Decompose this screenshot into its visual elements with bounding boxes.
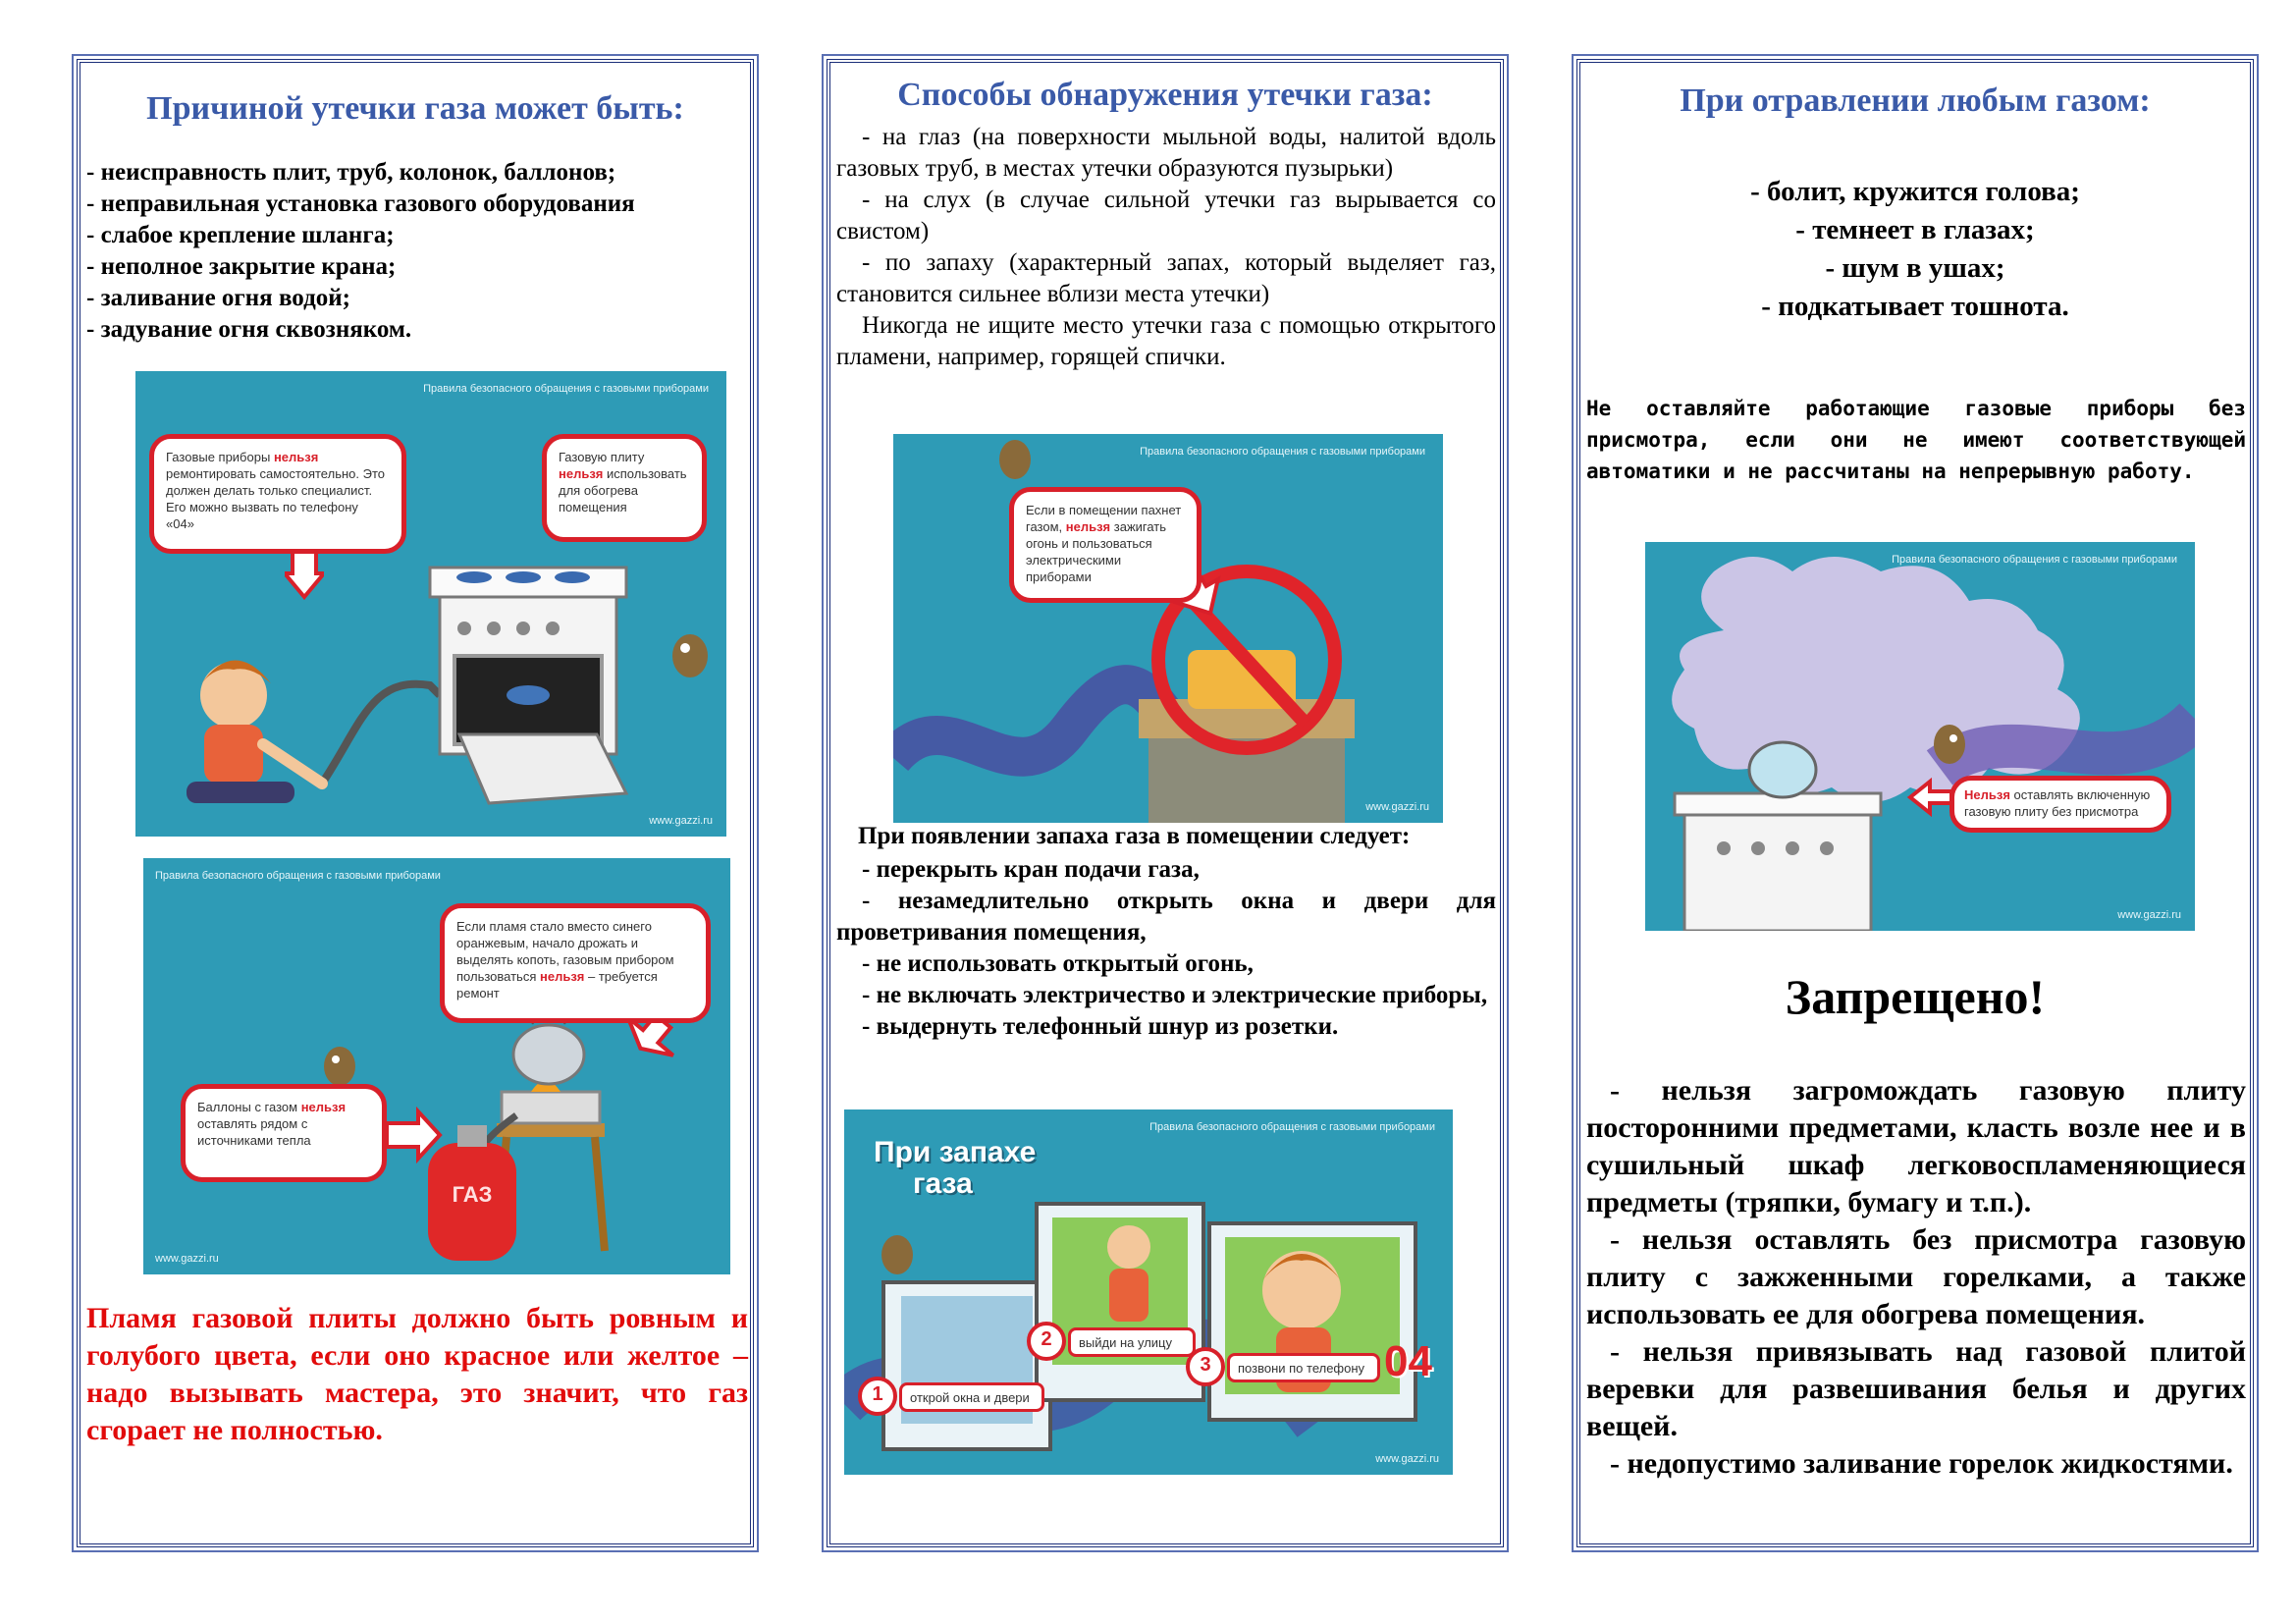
forbidden-item: - нельзя привязывать над газовой плитой веревки для развешивания белья и других вещей. [1586,1335,2246,1442]
detection-methods [836,122,1496,373]
illustration-header: Правила безопасного обращения с газовыми приборами [155,870,441,882]
bubble-text: оставлять рядом с источниками тепла [197,1116,311,1148]
bubble-text: Баллоны с газом [197,1100,301,1114]
bubble-emphasis: нельзя [1065,519,1111,534]
method-item: - на слух (в случае сильной утечки газ вырывается со свистом) [836,187,1496,244]
symptom-item: - шум в ушах; [1825,252,2005,284]
smoke-scene-image [1645,542,2195,931]
site-url: www.gazzi.ru [2117,909,2181,921]
forbidden-item: - недопустимо заливание горелок жидкостями. [1610,1447,2233,1480]
bubble-emphasis: нельзя [559,466,604,481]
site-url: www.gazzi.ru [155,1253,219,1265]
actions-title: При появлении запаха газа в помещении следует: [858,823,1411,849]
steps-heading-line: При запахе [874,1136,1037,1168]
symptom-item: - темнеет в глазах; [1795,214,2035,245]
bubble-emphasis: нельзя [273,450,319,464]
panel-leak-detection [827,59,1504,1547]
bubble-text: Газовую плиту [559,450,645,464]
poisoning-title: При отравлении любым газом: [1680,82,2151,119]
causes-title: Причиной утечки газа может быть: [146,90,684,127]
speech-bubble-repair [149,434,406,554]
emergency-phone-number: 04 [1384,1337,1432,1385]
bubble-text: Газовые приборы [166,450,274,464]
step-label-3: позвони по телефону [1227,1353,1380,1382]
bubble-text: оставлять включенную газовую плиту без присмотра [1964,787,2151,819]
action-item: - не использовать открытый огонь, [862,950,1254,977]
action-item: - незамедлительно открыть окна и двери для проветривания помещения, [836,888,1496,946]
speech-bubble-heating [542,434,707,542]
bubble-emphasis: нельзя [300,1100,347,1114]
illustration-gas-cylinder [143,858,730,1274]
bubble-text: Если пламя стало вместо синего оранжевым, начало дрожать и выделять копоть, газовым прибором пользоваться [456,919,674,984]
detection-title: Способы обнаружения утечки газа: [897,77,1433,113]
action-item: - не включать электричество и электрические приборы, [862,982,1488,1008]
forbidden-item: - нельзя загромождать газовую плиту посторонними предметами, класть возле нее и в сушильный шкаф легковоспламеняющиеся предметы (тряпки, бумагу и т.п.). [1586,1074,2246,1218]
site-url: www.gazzi.ru [649,815,713,827]
steps-heading-line: газа [913,1167,973,1200]
speech-bubble-phone [1009,487,1201,603]
speech-bubble-cylinder [181,1084,387,1182]
panel-gas-poisoning [1576,59,2254,1547]
step-label-1: открой окна и двери [899,1382,1044,1412]
symptom-item: - подкатывает тошнота. [1761,291,2069,322]
speech-bubble-flame [440,903,711,1023]
illustration-header: Правила безопасного обращения с газовыми приборами [1140,446,1425,458]
action-item: - выдернуть телефонный шнур из розетки. [862,1013,1339,1040]
illustration-unattended-stove [1645,542,2195,931]
actions-list [836,854,1496,1043]
illustration-header: Правила безопасного обращения с газовыми приборами [423,383,709,395]
forbidden-title: Запрещено! [1785,969,2046,1024]
forbidden-list [1586,1072,2246,1483]
flame-color-note: Пламя газовой плиты должно быть ровным и голубого цвета, если оно красное или желтое – надо вызывать мастера, это значит, что газ сгорает не полностью. [86,1302,748,1446]
bubble-arrow-icon [285,552,324,601]
list-item: - неполное закрытие крана; [86,253,397,280]
cylinder-label: ГАЗ [452,1182,493,1207]
panel-gas-leak-causes [77,59,754,1547]
site-url: www.gazzi.ru [1375,1453,1439,1465]
step-label-2: выйди на улицу [1068,1327,1196,1357]
step-number: 1 [872,1383,883,1405]
bubble-text: использовать для обогрева помещения [559,466,687,514]
bubble-text: зажигать огонь и пользоваться электрическими приборами [1026,519,1167,584]
bubble-emphasis: Нельзя [1964,787,2010,802]
action-item: - перекрыть кран подачи газа, [862,856,1200,883]
steps-scene-image [844,1109,1453,1475]
list-item: - неправильная установка газового оборудования [86,190,635,217]
symptom-item: - болит, кружится голова; [1750,176,2080,207]
forbidden-item: - нельзя оставлять без присмотра газовую плиту с зажженными горелками, а также использовать ее для обогрева помещения. [1586,1223,2246,1330]
method-item: - на глаз (на поверхности мыльной воды, налитой вдоль газовых труб, в местах утечки образуются пузырьки) [836,124,1496,182]
illustration-phone-prohibited [893,434,1443,823]
bubble-emphasis: нельзя [539,969,585,984]
speech-bubble-unattended [1949,776,2171,833]
bubble-text: ремонтировать самостоятельно. Это должен делать только специалист. Его можно вызвать по телефону «04» [166,466,385,531]
bubble-text: Если в помещении пахнет газом, [1026,503,1182,534]
list-item: - задувание огня сквозняком. [86,316,412,343]
step-number: 3 [1200,1354,1211,1376]
illustration-boy-stove [135,371,726,837]
bubble-text: – требуется ремонт [456,969,658,1001]
unattended-warning: Не оставляйте работающие газовые приборы без присмотра, если они не имеют соответствующей автоматики и не рассчитаны на непрерывную работу. [1586,397,2246,483]
method-item: - по запаху (характерный запах, который выделяет газ, становится сильнее вблизи места утечки) [836,249,1496,307]
illustration-header: Правила безопасного обращения с газовыми приборами [1892,554,2177,566]
list-item: - слабое крепление шланга; [86,222,395,248]
causes-list [86,157,754,346]
illustration-header: Правила безопасного обращения с газовыми приборами [1149,1121,1435,1133]
symptoms-list [1580,173,2250,326]
site-url: www.gazzi.ru [1365,801,1429,813]
list-item: - заливание огня водой; [86,285,350,311]
list-item: - неисправность плит, труб, колонок, баллонов; [86,159,616,186]
method-item: Никогда не ищите место утечки газа с помощью открытого пламени, например, горящей спички. [836,312,1496,370]
illustration-gas-smell-steps [844,1109,1453,1475]
step-number: 2 [1041,1328,1052,1350]
